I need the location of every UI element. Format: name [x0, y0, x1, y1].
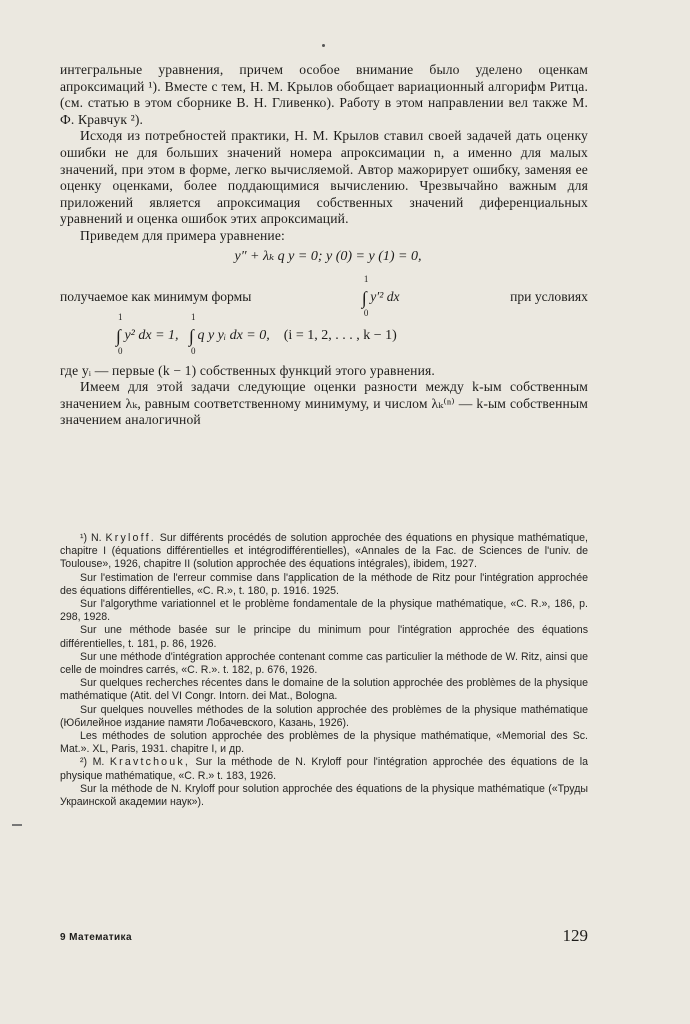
footnote-entry: Sur quelques recherches récentes dans le domaine de la solution approchée des problèmes de la physique mathématique (Atit. del VI Congr. Intorn. dei Mat., Bologna.	[60, 677, 588, 703]
integral-sign: ∫ 1 0	[116, 311, 123, 356]
footnote-entry: Sur l'estimation de l'erreur commise dans l'application de la méthode de Ritz pour l'intégration approchée des équations différentielles, «C. R.», t. 180, p. 1916. 1925.	[60, 571, 588, 597]
footnote-entry: Sur l'algorythme variationnel et le problème fondamentale de la physique mathématique, «C. R.», 186, p. 298, 1928.	[60, 598, 588, 624]
paragraph-2: Исходя из потребностей практики, Н. М. Крылов ставил своей задачей дать оценку ошибки не для больших значений номера апроксимации n, а именно для малых значений, при этом в форме, легко вычисляемой. Автор мажорирует ошибку, заменяя ее оценку оценками, более поддающимися вычислению. Чрезвычайно важным для приложений является апроксимация собственных значений диференциальных уравнений и оценка ошибок этих апроксимаций.	[60, 128, 588, 227]
speck-mark	[322, 44, 325, 47]
footnote-1	[60, 532, 588, 572]
footnotes	[60, 532, 588, 809]
author-name: Kravtchouk,	[109, 756, 190, 769]
footnote-text: Sur la méthode de N. Kryloff pour l'intégration approchée des équations de la physique mathématique, «C. R.» t. 183, 1926.	[60, 756, 588, 782]
equation-2-a: y² dx = 1,	[124, 327, 179, 343]
paragraph-1: интегральные уравнения, причем особое внимание было уделено оценкам апроксимаций ¹). Вместе с тем, Н. М. Крылов обобщает вариационный алгорифм Ритца. (см. статью в этом сборнике В. Н. Гливенко). Работу в этом направлении вел также М. Ф. Кравчук ²).	[60, 62, 588, 127]
equation-2	[60, 311, 588, 356]
integral-sign: ∫ 1 0	[189, 311, 196, 356]
footnote-entry: Sur une méthode d'intégration approchée contenant comme cas particulier la méthode de W. Ritz, ainsi que celle de moindres carrés, «C. R.». t. 182, p. 676, 1926.	[60, 650, 588, 677]
form-line-integral	[361, 273, 400, 318]
form-line-left: получаемое как минимум формы	[60, 288, 252, 304]
paragraph-4: где yᵢ — первые (k − 1) собственных функций этого уравнения.	[60, 362, 435, 378]
main-text	[60, 62, 588, 429]
integral-upper: 1	[363, 273, 369, 284]
paragraph-5: Имеем для этой задачи следующие оценки разности между k-ым собственным значением λₖ, равным соответственному минимуму, и числом λₖ⁽ⁿ⁾ — k-ым собственным значением аналогичной	[60, 379, 588, 428]
page-footer	[60, 926, 588, 952]
footnote-text: Sur différents procédés de solution approchée des équations en physique mathématique, chapitre I (équations différentielles et intégrodifférentielles), «Annales de la Fac. de Sciences de l'univ. de Toulouse», 1926, chapitre II (solution approchée des équations intégrales), ibidem, 1927.	[60, 532, 588, 571]
integral-lower: 0	[191, 345, 196, 356]
author-name: Kryloff.	[105, 532, 156, 544]
integrand: y′² dx	[370, 288, 400, 304]
paragraph-3: Приведем для примера уравнение:	[80, 227, 285, 243]
equation-1: y″ + λₖ q y = 0; y (0) = y (1) = 0,	[234, 248, 422, 264]
signature-mark: 9 Математика	[60, 932, 132, 943]
footnote-entry: Sur la méthode de N. Kryloff pour solution approchée des équations de la physique mathématique («Труды Украинской академии наук»).	[60, 782, 588, 809]
footnote-marker: ²) M.	[80, 756, 105, 769]
integral-lower: 0	[363, 307, 369, 318]
footnote-entry: Les méthodes de solution approchée des problèmes de la physique mathématique, «Memorial des Sc. Mat.». XL, Paris, 1931. chapitre I, и др.	[60, 730, 588, 756]
integral-upper: 1	[191, 311, 196, 322]
footnote-entry: Sur quelques nouvelles méthodes de la solution approchée des problèmes de la physique mathématique (Юбилейное издание памяти Лобачевского, Казань, 1926).	[60, 703, 588, 729]
equation-2-b: q y yᵢ dx = 0,	[197, 327, 270, 343]
integral-sign: ∫ 1 0	[361, 273, 369, 318]
form-line	[60, 273, 588, 318]
integral-upper: 1	[118, 311, 123, 322]
footnote-entry: Sur une méthode basée sur le principe du minimum pour l'intégration approchée des équations différentielles, t. 181, p. 86, 1926.	[60, 624, 588, 650]
margin-mark	[12, 824, 22, 826]
integral-lower: 0	[118, 345, 123, 356]
footnote-2	[60, 756, 588, 782]
page-number: 129	[562, 926, 588, 945]
footnote-marker: ¹) N.	[80, 532, 102, 544]
equation-2-c: (i = 1, 2, . . . , k − 1)	[283, 327, 397, 343]
form-line-right: при условиях	[510, 288, 588, 304]
